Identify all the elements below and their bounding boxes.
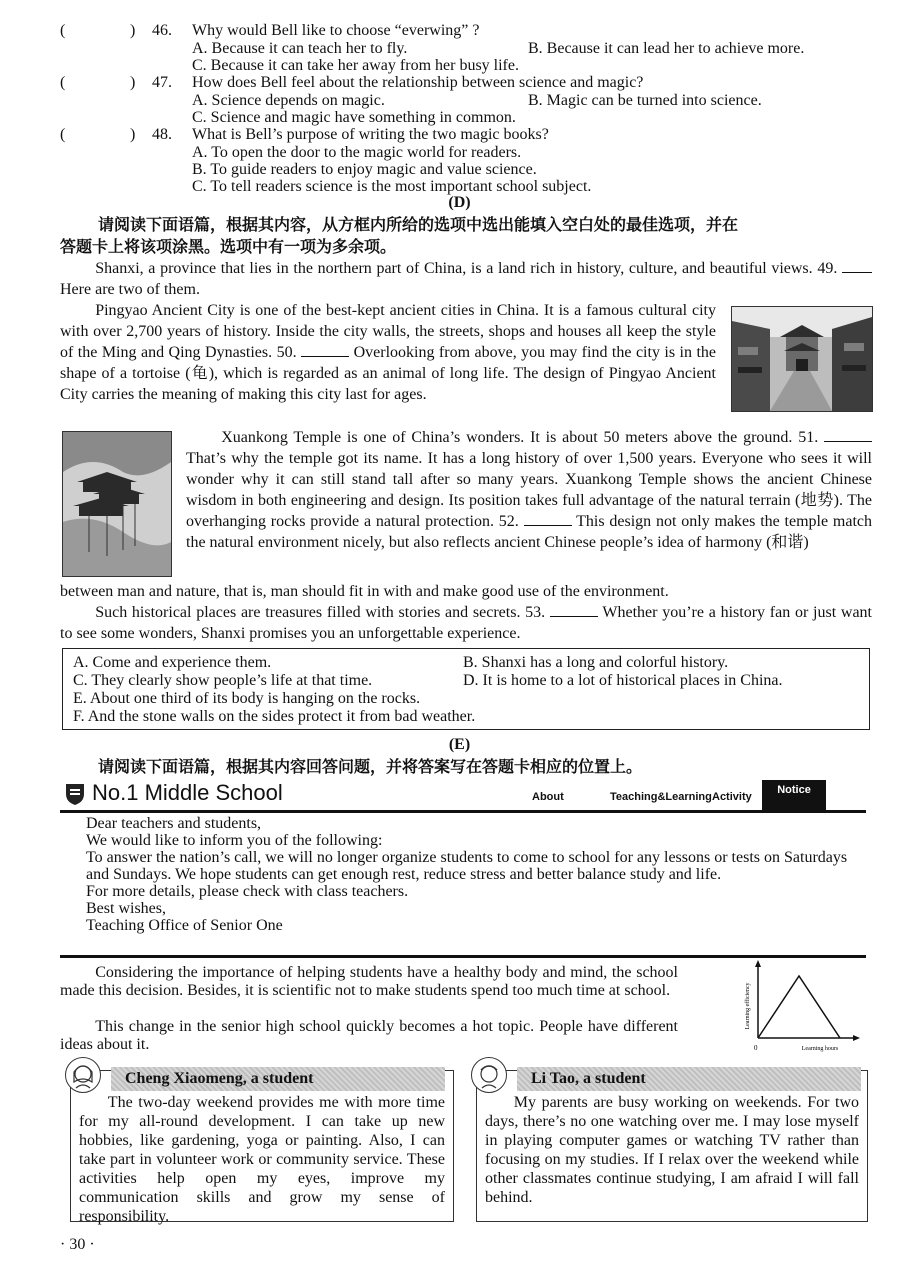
notice-line: To answer the nation’s call, we will no longer organize students to come to school for any lessons or tests on Saturdays and Sundays. We hope students can get enough rest, reduce stress and better balance study and life. xyxy=(86,849,848,883)
section-d-instruction: 请阅读下面语篇，根据其内容，从方框内所给的选项中选出能填入空白处的最佳选项，并在 xyxy=(98,215,739,234)
girl-avatar-icon xyxy=(66,1058,100,1092)
blank-50[interactable] xyxy=(301,342,349,357)
cheng-avatar xyxy=(65,1057,101,1093)
boy-avatar-icon xyxy=(472,1058,506,1092)
cheng-opinion-box xyxy=(70,1070,454,1225)
school-website-header xyxy=(60,776,866,813)
blank-52[interactable] xyxy=(524,511,572,526)
li-opinion-text: My parents are busy working on weekends. For two days, there’s no one watching over me. I may lose myself in playing computer games or watching TV rather than focusing on my studies. If I relax over the weekend while other classmates continue studying, I am afraid I will fall behind. xyxy=(485,1094,859,1206)
notice-line: We would like to inform you of the following: xyxy=(86,832,383,849)
paragraph-text: Shanxi, a province that lies in the northern part of China, is a land rich in history, culture, and beautiful views. 49. xyxy=(95,260,838,277)
paragraph-text: Xuankong Temple is one of China’s wonders. It is about 50 meters above the ground. 51. xyxy=(221,429,819,446)
option-a: A. To open the door to the magic world for readers. xyxy=(192,144,522,161)
li-avatar xyxy=(471,1057,507,1093)
y-axis-arrow xyxy=(755,960,761,967)
option-b: B. Magic can be turned into science. xyxy=(528,92,762,109)
x-axis-label: Learning hours xyxy=(801,1046,839,1052)
question-stem: Why would Bell like to choose “everwing” ? xyxy=(192,22,480,39)
section-d-heading: (D) xyxy=(448,194,471,211)
nav-activity[interactable]: Activity xyxy=(712,791,752,803)
notice-greeting: Dear teachers and students, xyxy=(86,815,262,832)
site-title: No.1 Middle School xyxy=(92,780,283,805)
answer-paren-left: ( xyxy=(60,74,66,91)
notice-signature: Teaching Office of Senior One xyxy=(86,917,283,934)
nav-notice[interactable]: Notice xyxy=(762,780,826,810)
chart-line-series xyxy=(758,976,840,1038)
question-number: 47. xyxy=(152,74,172,91)
li-name: Li Tao, a student xyxy=(517,1067,861,1091)
blank-53[interactable] xyxy=(550,602,598,617)
xuankong-temple-image xyxy=(63,432,171,576)
paragraph-hot-topic: This change in the senior high school quickly becomes a hot topic. People have different ideas about it. xyxy=(60,1018,678,1053)
nav-about[interactable]: About xyxy=(532,791,564,803)
option-c: C. They clearly show people’s life at that time. xyxy=(73,672,373,689)
option-c: C. Science and magic have something in common. xyxy=(192,109,516,126)
answer-paren-right: ) xyxy=(130,22,136,39)
option-e: E. About one third of its body is hanging on the rocks. xyxy=(73,690,421,707)
pingyao-street-image xyxy=(732,307,872,411)
paragraph-intro xyxy=(60,258,872,300)
options-box xyxy=(62,648,870,730)
answer-paren-left: ( xyxy=(60,22,66,39)
y-axis-label: Learning efficiency xyxy=(745,982,751,1030)
paragraph-xuankong-cont: between man and nature, that is, man should fit in with and make good use of the environment. xyxy=(60,583,669,600)
notice-body xyxy=(86,815,866,934)
answer-paren-right: ) xyxy=(130,74,136,91)
option-f: F. And the stone walls on the sides protect it from bad weather. xyxy=(73,708,476,725)
question-number: 48. xyxy=(152,126,172,143)
cheng-opinion-text: The two-day weekend provides me with more time for my all-round development. I can take up new hobbies, like gardening, yoga or painting. Also, I can take part in volunteer work or community service. These activities help open my eyes, improve my communication skills and grow my sense of responsibility. xyxy=(79,1094,445,1225)
li-opinion-box xyxy=(476,1070,868,1222)
paragraph-pingyao xyxy=(60,300,716,405)
option-a: A. Come and experience them. xyxy=(73,654,272,671)
option-b: B. Shanxi has a long and colorful history. xyxy=(463,654,729,671)
paragraph-text: That’s why the temple got its name. It has a long history of over 1,500 years. Everyone who sees it will wonder why it can still stand tall after so many years. Xuankong Temple shows the ancient Chinese wisdom in both engineering and design. Its position takes full advantage of the natural terrain (地势). The overhanging rocks provide a natural protection. 52. xyxy=(186,450,872,530)
question-stem: What is Bell’s purpose of writing the two magic books? xyxy=(192,126,549,143)
section-d-instruction-cont: 答题卡上将该项涂黑。选项中有一项为多余项。 xyxy=(60,237,397,256)
paragraph-xuankong xyxy=(186,427,872,553)
section-e-heading: (E) xyxy=(448,736,471,753)
divider xyxy=(60,955,866,958)
cheng-name: Cheng Xiaomeng, a student xyxy=(111,1067,445,1091)
pingyao-photo xyxy=(731,306,873,412)
option-c: C. Because it can take her away from her busy life. xyxy=(192,57,519,74)
paragraph-conclusion xyxy=(60,602,872,644)
paragraph-text: Overlooking from above, you may find the city is in the shape of a tortoise (龟), which is regarded as an animal of long life. The design of Pingyao Ancient City carries the meaning of making this city last for ages. xyxy=(60,344,717,403)
option-b: B. Because it can lead her to achieve more. xyxy=(528,40,805,57)
option-d: D. It is home to a lot of historical places in China. xyxy=(463,672,783,689)
option-b: B. To guide readers to enjoy magic and value science. xyxy=(192,161,537,178)
xuankong-photo xyxy=(62,431,172,577)
paragraph-text: Pingyao Ancient City is one of the best-kept ancient cities in China. It is a famous cultural city with over 2,700 years of history. Inside the city walls, the streets, shops and houses all keep the style of the Ming and Qing Dynasties. 50. xyxy=(60,302,716,361)
blank-49[interactable] xyxy=(842,258,872,273)
paragraph-text: Whether you’re a history fan or just want to see some wonders, Shanxi promises you an unforgettable experience. xyxy=(60,604,872,642)
question-number: 46. xyxy=(152,22,172,39)
answer-paren-left: ( xyxy=(60,126,66,143)
option-a: A. Because it can teach her to fly. xyxy=(192,40,408,57)
answer-paren-right: ) xyxy=(130,126,136,143)
option-c: C. To tell readers science is the most important school subject. xyxy=(192,178,592,195)
section-e-instruction: 请阅读下面语篇，根据其内容回答问题，并将答案写在答题卡相应的位置上。 xyxy=(98,757,643,776)
blank-51[interactable] xyxy=(824,427,872,442)
page-number: · 30 · xyxy=(60,1236,95,1253)
paragraph-text: This design not only makes the temple match the natural environment nicely, but also reflects ancient Chinese people’s idea of harmony (和谐) xyxy=(186,513,872,551)
notice-closing: Best wishes, xyxy=(86,900,166,917)
school-shield-icon xyxy=(64,782,86,806)
origin-label: 0 xyxy=(754,1044,758,1052)
paragraph-text: Here are two of them. xyxy=(60,281,200,298)
paragraph-decision: Considering the importance of helping students have a healthy body and mind, the school made this decision. Besides, it is scientific not to make students spend too much time at school. xyxy=(60,964,678,999)
x-axis-arrow xyxy=(853,1035,860,1041)
nav-teaching-learning[interactable]: Teaching&Learning xyxy=(610,791,712,803)
efficiency-chart xyxy=(740,960,860,1054)
paragraph-text: Such historical places are treasures filled with stories and secrets. 53. xyxy=(95,604,546,621)
notice-line: For more details, please check with class teachers. xyxy=(86,883,409,900)
option-a: A. Science depends on magic. xyxy=(192,92,385,109)
question-stem: How does Bell feel about the relationship between science and magic? xyxy=(192,74,644,91)
